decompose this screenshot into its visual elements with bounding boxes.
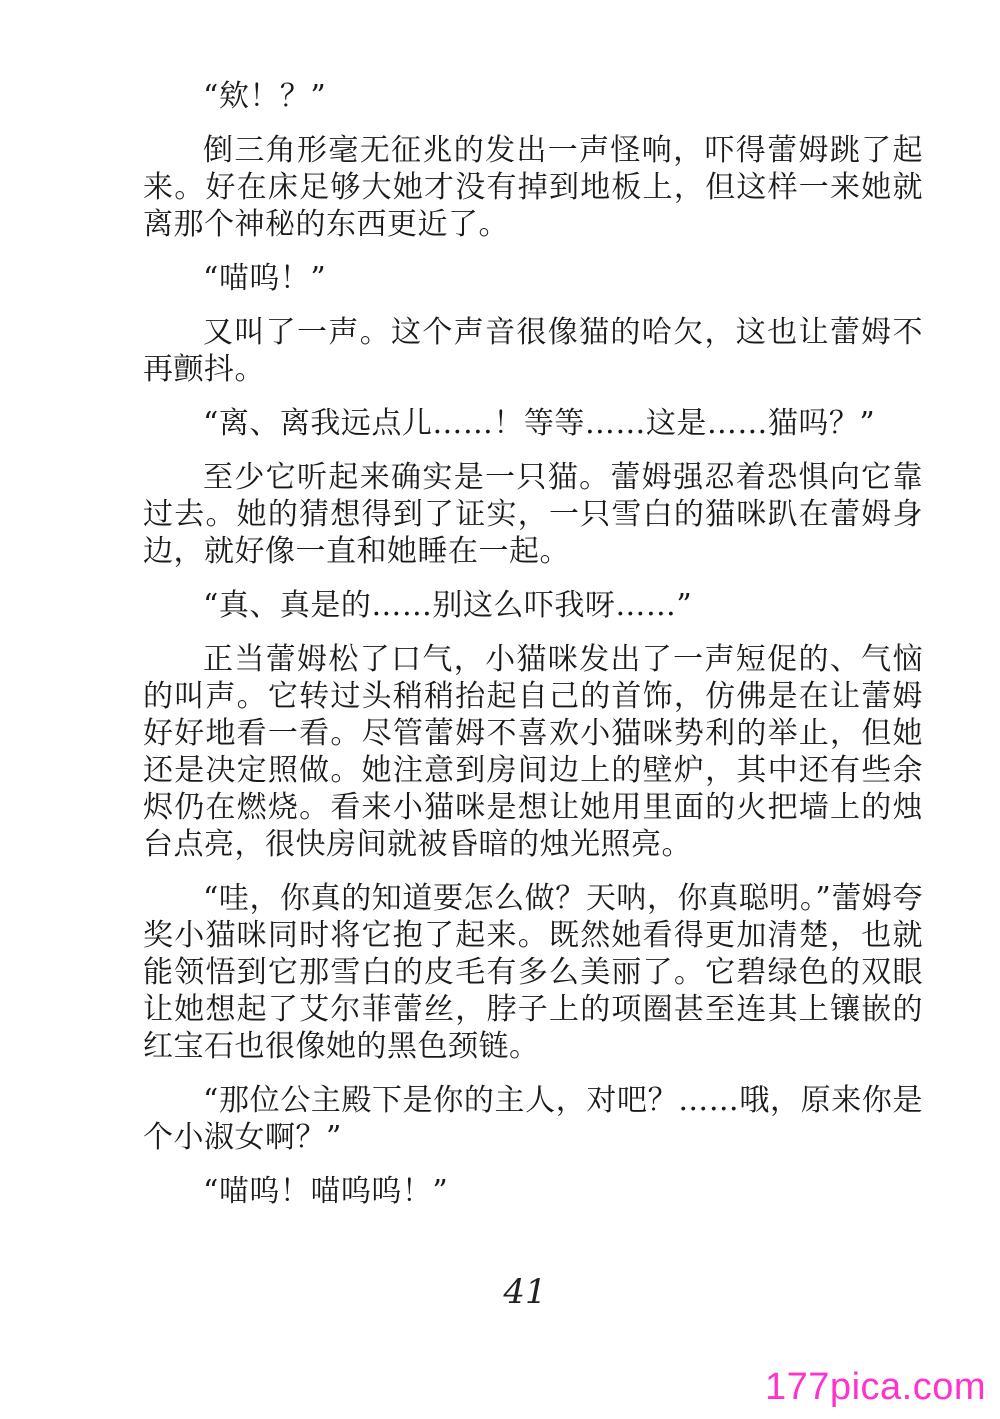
site-watermark: 177pica.com	[765, 1366, 986, 1408]
paragraph-11: “喵呜！喵呜呜！”	[203, 1174, 449, 1209]
body-text	[143, 78, 923, 1227]
paragraph-10: “那位公主殿下是你的主人，对吧？……哦，原来你是个小淑女啊？”	[143, 1083, 923, 1155]
paragraph-5: “离、离我远点儿……！等等……这是……猫吗？”	[203, 406, 876, 441]
paragraph-9: “哇，你真的知道要怎么做？天呐，你真聪明。”蕾姆夸奖小猫咪同时将它抱了起来。既然她看得更加清楚，也就能领悟到它那雪白的皮毛有多么美丽了。它碧绿色的双眼让她想起了艾尔菲蕾丝，脖子上的项圈甚至连其上镶嵌的红宝石也很像她的黑色颈链。	[143, 881, 923, 1064]
page-number: 41	[503, 1272, 547, 1312]
paragraph-8: 正当蕾姆松了口气，小猫咪发出了一声短促的、气恼的叫声。它转过头稍稍抬起自己的首饰，仿佛是在让蕾姆好好地看一看。尽管蕾姆不喜欢小猫咪势利的举止，但她还是决定照做。她注意到房间边上的壁炉，其中还有些余烬仍在燃烧。看来小猫咪是想让她用里面的火把墙上的烛台点亮，很快房间就被昏暗的烛光照亮。	[143, 642, 923, 862]
paragraph-7: “真、真是的……别这么吓我呀……”	[203, 588, 693, 623]
paragraph-4: 又叫了一声。这个声音很像猫的哈欠，这也让蕾姆不再颤抖。	[143, 315, 923, 387]
paragraph-1: “欸！？”	[203, 79, 327, 114]
paragraph-3: “喵呜！”	[203, 261, 327, 296]
paragraph-6: 至少它听起来确实是一只猫。蕾姆强忍着恐惧向它靠过去。她的猜想得到了证实，一只雪白的猫咪趴在蕾姆身边，就好像一直和她睡在一起。	[143, 460, 923, 569]
paragraph-2: 倒三角形毫无征兆的发出一声怪响，吓得蕾姆跳了起来。好在床足够大她才没有掉到地板上，但这样一来她就离那个神秘的东西更近了。	[143, 133, 923, 242]
